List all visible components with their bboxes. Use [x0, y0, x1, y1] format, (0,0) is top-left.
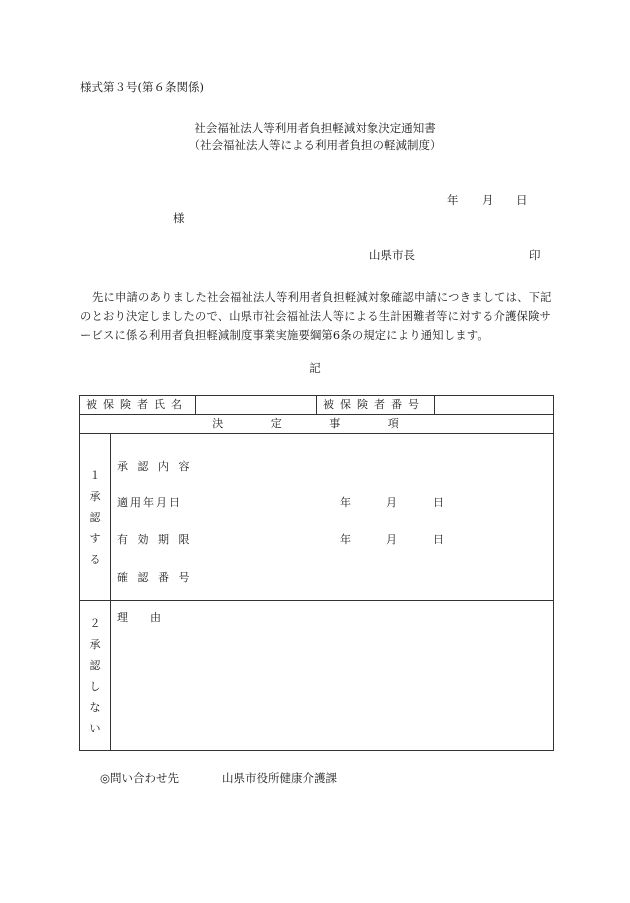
validity-day: 日: [433, 533, 444, 546]
applicable-month: 月: [386, 496, 397, 509]
ki-heading: 記: [309, 361, 321, 375]
decision-header: 決 定 事 項: [80, 415, 554, 434]
insured-number-value[interactable]: [435, 396, 554, 415]
notice-body-text: 先に申請のありました社会福祉法人等利用者負担軽減対象確認申請につきましては、下記のとおり決定しましたので、山県市社会福祉法人等による生計困難者等に対する介護保険サービスに係る利用者負担軽減制度事業実施要綱第6条の規定により通知します。: [80, 291, 552, 342]
section1-label: [80, 434, 111, 601]
validity-year: 年: [340, 533, 351, 546]
issuer-title: 山県市長: [369, 248, 415, 262]
confirmation-number-label: 確 認 番 号: [117, 571, 193, 584]
date-year-label: 年: [447, 193, 459, 207]
section1-number: １: [89, 468, 101, 482]
section1-char: る: [89, 552, 101, 566]
form-number: 様式第３号(第６条関係): [80, 80, 204, 94]
section2-char: し: [89, 679, 101, 693]
date-day-label: 日: [516, 193, 528, 207]
decision-table: [79, 395, 554, 751]
inquiry-label: ◎問い合わせ先: [100, 771, 180, 785]
section1-char: す: [89, 531, 101, 545]
insured-number-label: 被保険者番号: [317, 396, 435, 415]
applicable-day: 日: [433, 496, 444, 509]
section2-char: な: [89, 700, 101, 714]
insured-name-label: 被保険者氏名: [80, 396, 196, 415]
date-month-label: 月: [482, 193, 494, 207]
reason-label: 理 由: [117, 611, 161, 624]
applicable-year: 年: [340, 496, 351, 509]
approval-content-label: 承 認 内 容: [117, 460, 193, 473]
document-subtitle: （社会福祉法人等による利用者負担の軽減制度）: [188, 138, 442, 152]
section2-char: 認: [89, 658, 101, 672]
insured-name-value[interactable]: [196, 396, 317, 415]
section2-reject-area: [111, 601, 554, 751]
section1-char: 承: [89, 489, 101, 503]
section2-number: ２: [89, 616, 101, 630]
section1-approve-area: [111, 434, 554, 601]
seal-mark: 印: [529, 248, 541, 262]
addressee-suffix: 様: [173, 211, 185, 225]
inquiry-department: 山県市役所健康介護課: [222, 771, 337, 785]
document-title: 社会福祉法人等利用者負担軽減対象決定通知書: [194, 121, 436, 135]
validity-month: 月: [386, 533, 397, 546]
section2-char: 承: [89, 637, 101, 651]
section2-label: [80, 601, 111, 751]
section1-char: 認: [89, 510, 101, 524]
section2-char: い: [89, 721, 101, 735]
validity-period-label: 有 効 期 限: [117, 533, 193, 546]
applicable-date-label: 適用年月日: [117, 496, 182, 509]
